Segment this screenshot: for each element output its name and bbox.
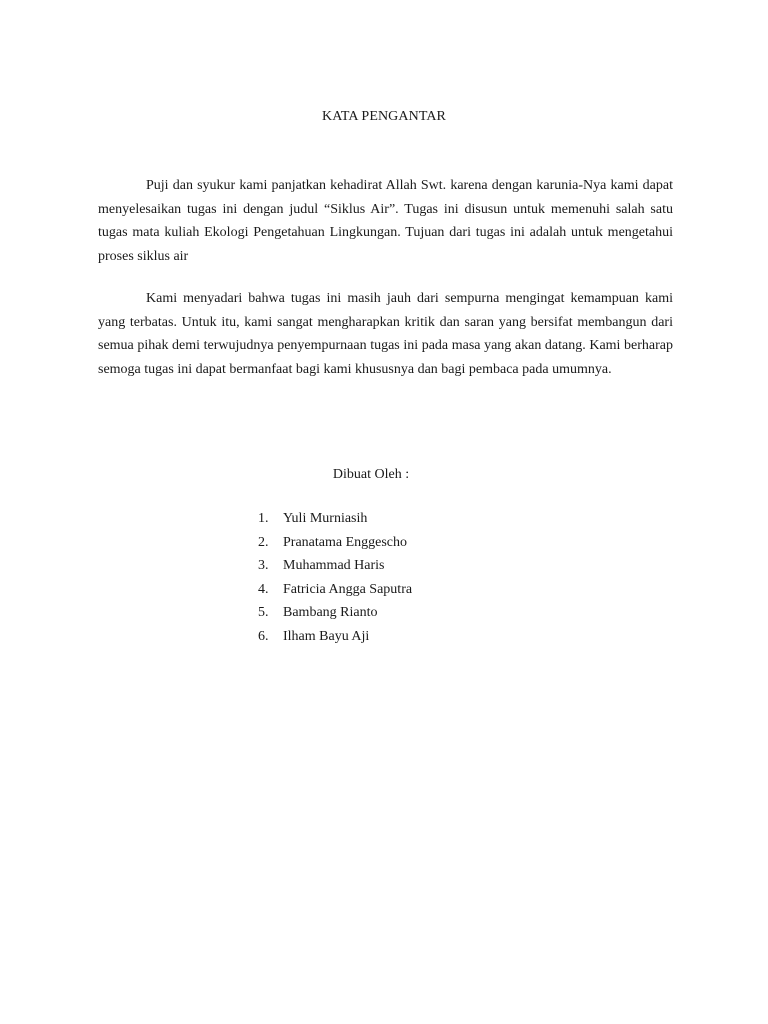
list-number: 4. (258, 581, 269, 597)
document-title: KATA PENGANTAR (322, 109, 446, 124)
list-item (258, 578, 412, 602)
list-item (258, 601, 412, 625)
author-name: Pranatama Enggescho (283, 534, 408, 550)
list-number: 2. (258, 534, 269, 550)
author-name: Yuli Murniasih (283, 511, 368, 526)
paragraph-closing: Kami menyadari bahwa tugas ini masih jauh dari sempurna mengingat kemampuan kami yang terbatas. Untuk itu, kami sangat mengharapkan kritik dan saran yang bersifat membangun dari semua pihak demi terwujudnya penyempurnaan tugas ini pada masa yang akan datang. Kami berharap semoga tugas ini dapat bermanfaat bagi kami khususnya dan bagi pembaca pada umumnya. (98, 291, 673, 377)
list-number: 3. (258, 558, 269, 573)
signed-by-label: Dibuat Oleh : (332, 467, 410, 482)
author-name: Bambang Rianto (283, 605, 378, 620)
list-number: 6. (258, 628, 269, 644)
author-name: Fatricia Angga Saputra (283, 581, 413, 597)
list-item (258, 625, 412, 649)
author-name: Muhammad Haris (283, 558, 385, 573)
list-item (258, 554, 412, 578)
paragraph-intro: Puji dan syukur kami panjatkan kehadirat Allah Swt. karena dengan karunia-Nya kami dapat menyelesaikan tugas ini dengan judul “Siklus Air”. Tugas ini disusun untuk memenuhi salah satu tugas mata kuliah Ekologi Pengetahuan Lingkungan. Tujuan dari tugas ini adalah untuk mengetahui proses siklus air (98, 178, 673, 264)
author-list (258, 507, 412, 648)
list-item (258, 507, 412, 531)
list-item (258, 531, 412, 555)
list-number: 1. (258, 511, 269, 526)
list-number: 5. (258, 605, 269, 620)
author-name: Ilham Bayu Aji (283, 628, 370, 644)
